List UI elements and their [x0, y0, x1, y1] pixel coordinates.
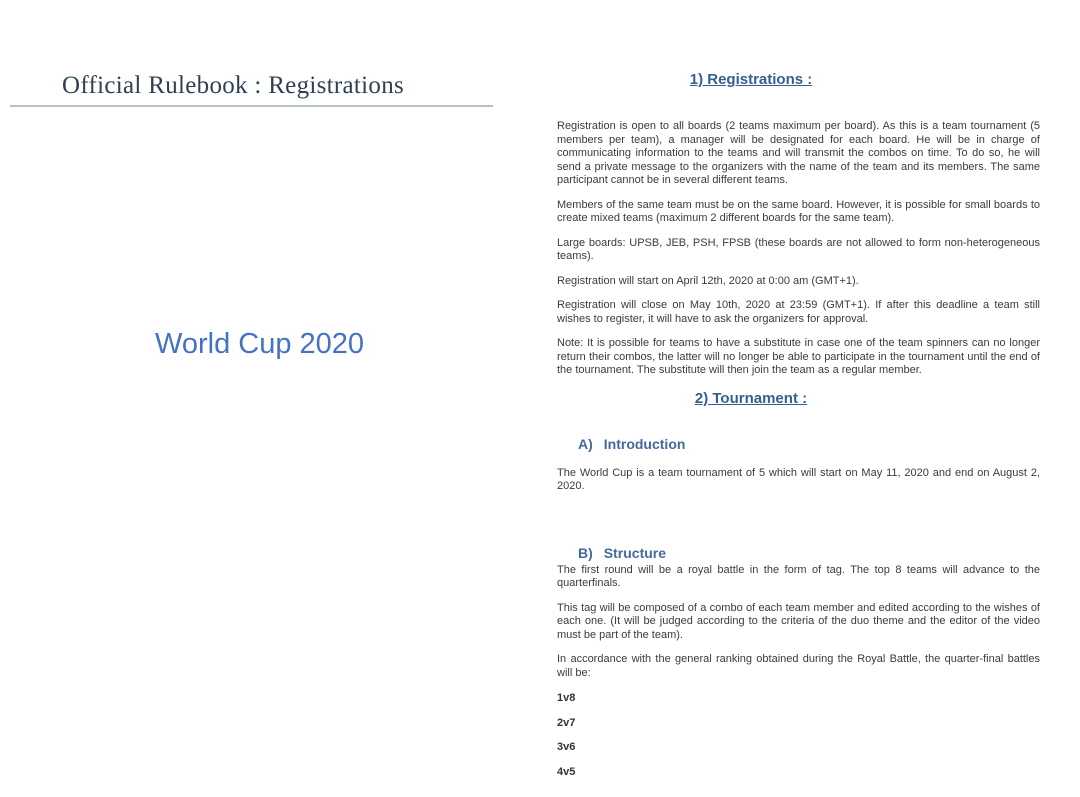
section-heading-tournament: 2) Tournament : — [694, 389, 808, 407]
subsection-heading-introduction — [578, 435, 1040, 453]
paragraph-registration-open: Registration is open to all boards (2 teams maximum per board). As this is a team tournament (5 members per team), a manager will be designated for each board. He will be in charge of communicating information to the teams and will transmit the combos on time. To do so, he will send a private message to the organizers with the name of the team and its members. The same participant cannot be in several different teams. — [557, 120, 1040, 186]
paragraph-registration-close: Registration will close on May 10th, 2020 at 23:59 (GMT+1). If after this deadline a team still wishes to register, it will have to ask the organizers for approval. — [557, 299, 1040, 325]
subsection-letter: A) — [578, 435, 593, 452]
paragraph-tag-combo: This tag will be composed of a combo of each team member and edited according to the wishes of each one. (It will be judged according to the criteria of the duo theme and the editor of the video must be part of the team). — [557, 601, 1040, 641]
subsection-title: Introduction — [603, 435, 686, 452]
matchup-4v5: 4v5 — [557, 765, 576, 778]
paragraph-ranking: In accordance with the general ranking obtained during the Royal Battle, the quarter-final battles will be: — [557, 653, 1040, 679]
matchup-2v7: 2v7 — [557, 716, 576, 729]
matchup-3v6: 3v6 — [557, 741, 576, 753]
subsection-letter: B) — [578, 544, 593, 561]
subsection-heading-structure — [578, 544, 1040, 562]
section-heading-registrations: 1) Registrations : — [689, 71, 813, 88]
paragraph-first-round: The first round will be a royal battle in the form of tag. The top 8 teams will advance to the quarterfinals. — [557, 563, 1040, 589]
paragraph-introduction: The World Cup is a team tournament of 5 which will start on May 11, 2020 and end on August 2, 2020. — [557, 466, 1040, 492]
page-right — [557, 70, 1040, 790]
document-subtitle: World Cup 2020 — [155, 328, 365, 360]
paragraph-registration-start: Registration will start on April 12th, 2020 at 0:00 am (GMT+1). — [557, 274, 859, 287]
paragraph-substitute-note: Note: It is possible for teams to have a substitute in case one of the team spinners can no longer return their combos, the latter will no longer be able to participate in the tournament until the end of the tournament. The substitute will then join the team as a regular member. — [557, 337, 1040, 376]
paragraph-same-board: Members of the same team must be on the same board. However, it is possible for small boards to create mixed teams (maximum 2 different boards for the same team). — [557, 198, 1040, 224]
title-divider — [10, 105, 493, 107]
subsection-title: Structure — [603, 544, 667, 561]
matchup-1v8: 1v8 — [557, 692, 576, 704]
paragraph-large-boards: Large boards: UPSB, JEB, PSH, FPSB (these boards are not allowed to form non-heterogeneous teams). — [557, 236, 1040, 262]
document-title: Official Rulebook : Registrations — [62, 72, 405, 99]
quarterfinal-matchups — [557, 692, 1040, 779]
